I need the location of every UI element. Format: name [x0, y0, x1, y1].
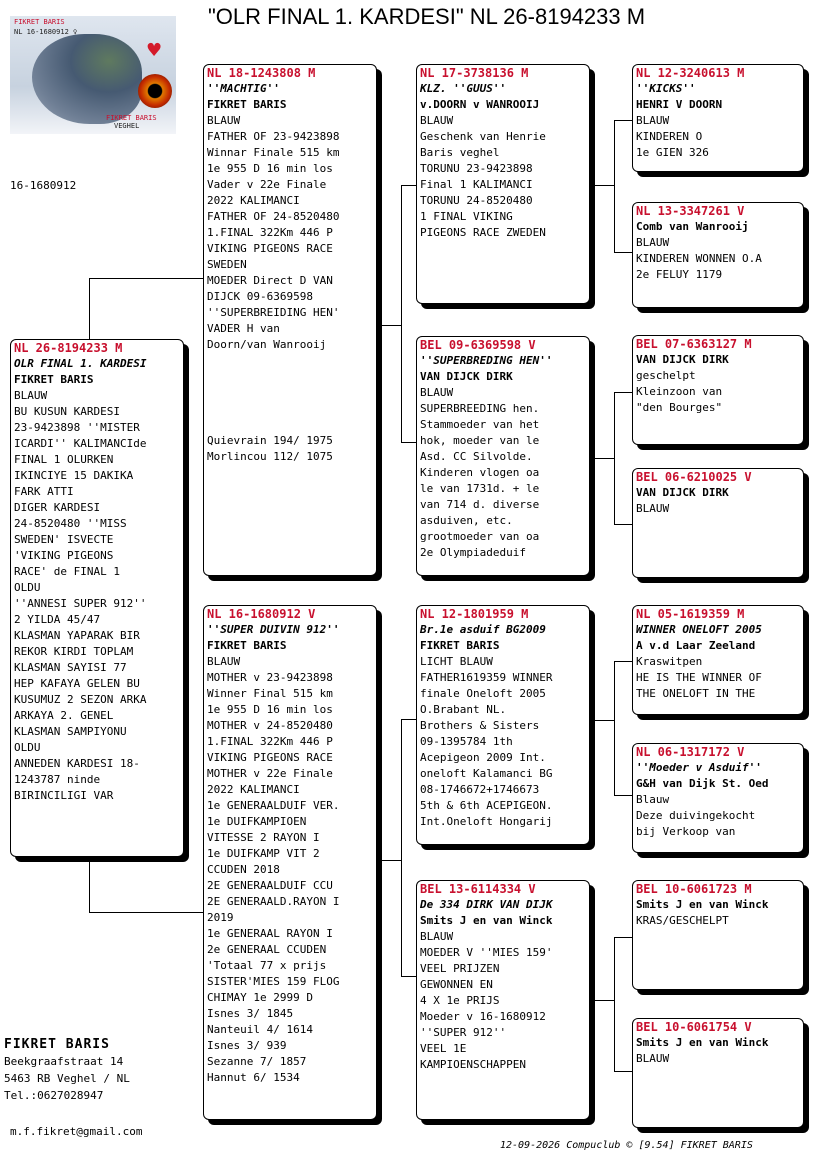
- pedigree-line: KLASMAN SAMPIYONU: [14, 725, 127, 738]
- ring-number: NL 13-3347261 V: [636, 204, 745, 218]
- pedigree-line: HE IS THE WINNER OF: [636, 671, 762, 684]
- breeder-name: A v.d Laar Zeeland: [636, 639, 756, 652]
- pigeon-name: ''MACHTIG'': [207, 82, 280, 95]
- pigeon-card-fmm: [632, 468, 804, 578]
- breeder-name: VAN DIJCK DIRK: [636, 486, 729, 499]
- pedigree-line: ICARDI'' KALIMANCIde: [14, 437, 147, 450]
- pedigree-line: Isnes 3/ 939: [207, 1039, 287, 1052]
- connector: [593, 720, 615, 721]
- ring-number: BEL 06-6210025 V: [636, 470, 752, 484]
- pedigree-line: THE ONELOFT IN THE: [636, 687, 756, 700]
- ring-number: BEL 13-6114334 V: [420, 882, 536, 896]
- pedigree-line: BLAUW: [636, 236, 670, 249]
- connector: [614, 120, 615, 252]
- pedigree-line: IKINCIYE 15 DAKIKA: [14, 469, 134, 482]
- pedigree-line: 5th & 6th ACEPIGEON.: [420, 799, 553, 812]
- pedigree-line: Geschenk van Henrie: [420, 130, 546, 143]
- logo-owner-bottom: FIKRET BARIS: [106, 114, 157, 122]
- pigeon-eye-image: [138, 74, 172, 108]
- pigeon-card-fmf: [632, 335, 804, 445]
- pedigree-line: SWEDEN: [207, 258, 247, 271]
- pigeon-name: ''Moeder v Asduif'': [636, 761, 762, 774]
- pedigree-line: VIKING PIGEONS RACE: [207, 242, 333, 255]
- pedigree-line: asduiven, etc.: [420, 514, 513, 527]
- pedigree-line: Doorn/van Wanrooij: [207, 338, 327, 351]
- breeder-name: Smits J en van Winck: [636, 1036, 769, 1049]
- pedigree-line: SUPERBREEDING hen.: [420, 402, 540, 415]
- pedigree-line: 2e GENERAAL CCUDEN: [207, 943, 327, 956]
- pedigree-line: ''SUPERBREIDING HEN': [207, 306, 340, 319]
- pedigree-line: van 714 d. diverse: [420, 498, 540, 511]
- pedigree-line: DIJCK 09-6369598: [207, 290, 313, 303]
- owner-block: [4, 1036, 130, 1104]
- pedigree-line: CHIMAY 1e 2999 D: [207, 991, 313, 1004]
- ring-number: NL 16-1680912 V: [207, 607, 316, 621]
- pedigree-line: Acepigeon 2009 Int.: [420, 751, 546, 764]
- pedigree-line: Int.Oneloft Hongarij: [420, 815, 553, 828]
- pedigree-line: 1e DUIFKAMPIOEN: [207, 815, 307, 828]
- pedigree-line: TORUNU 23-9423898: [420, 162, 533, 175]
- pigeon-image: [32, 34, 142, 124]
- pedigree-line: Vader v 22e Finale: [207, 178, 327, 191]
- pigeon-name: ''SUPER DUIVIN 912'': [207, 623, 340, 636]
- pedigree-line: Kinderen vlogen oa: [420, 466, 540, 479]
- pedigree-line: BU KUSUN KARDESI: [14, 405, 120, 418]
- connector: [614, 392, 632, 393]
- pedigree-line: VITESSE 2 RAYON I: [207, 831, 320, 844]
- breeder-name: FIKRET BARIS: [14, 373, 94, 386]
- connector: [593, 1000, 615, 1001]
- connector: [614, 252, 632, 253]
- pedigree-line: [207, 353, 376, 369]
- pedigree-line: "den Bourges": [636, 401, 723, 414]
- pedigree-line: Asd. CC Silvolde.: [420, 450, 533, 463]
- pigeon-card-mff: [632, 605, 804, 715]
- logo-owner: FIKRET BARIS: [14, 18, 65, 26]
- pedigree-line: OLDU: [14, 741, 41, 754]
- connector: [614, 937, 632, 938]
- pedigree-line: Kleinzoon van: [636, 385, 723, 398]
- ring-number: NL 26-8194233 M: [14, 341, 123, 355]
- pedigree-line: 4 X 1e PRIJS: [420, 994, 500, 1007]
- pedigree-line: le van 1731d. + le: [420, 482, 540, 495]
- pedigree-line: ANNEDEN KARDESI 18-: [14, 757, 140, 770]
- pedigree-line: 08-1746672+1746673: [420, 783, 540, 796]
- pedigree-line: FATHER1619359 WINNER: [420, 671, 553, 684]
- connector: [401, 719, 402, 976]
- pedigree-line: BLAUW: [636, 502, 670, 515]
- pedigree-line: 1e GIEN 326: [636, 146, 709, 159]
- pedigree-line: BLAUW: [207, 114, 241, 127]
- pedigree-line: Baris veghel: [420, 146, 500, 159]
- connector: [614, 120, 632, 121]
- pedigree-line: VEEL PRIJZEN: [420, 962, 500, 975]
- pedigree-line: VADER H van: [207, 322, 280, 335]
- pedigree-line: Final 1 KALIMANCI: [420, 178, 533, 191]
- pedigree-line: FATHER OF 23-9423898: [207, 130, 340, 143]
- pedigree-line: 2 YILDA 45/47: [14, 613, 101, 626]
- ring-number: NL 17-3738136 M: [420, 66, 529, 80]
- pedigree-line: KLASMAN YAPARAK BIR: [14, 629, 140, 642]
- pedigree-line: BLAUW: [420, 114, 454, 127]
- pigeon-card-mfm: [632, 743, 804, 853]
- pedigree-line: bij Verkoop van: [636, 825, 736, 838]
- pedigree-line: grootmoeder van oa: [420, 530, 540, 543]
- ring-number: NL 18-1243808 M: [207, 66, 316, 80]
- pedigree-line: KUSUMUZ 2 SEZON ARKA: [14, 693, 147, 706]
- pedigree-line: FARK ATTI: [14, 485, 74, 498]
- pigeon-card-ff: [416, 64, 590, 304]
- logo-city: VEGHEL: [114, 122, 140, 130]
- pedigree-line: KINDEREN WONNEN O.A: [636, 252, 762, 265]
- pedigree-line: 2019: [207, 911, 234, 924]
- pedigree-line: SISTER'MIES 159 FLOG: [207, 975, 340, 988]
- pedigree-line: RACE' de FINAL 1: [14, 565, 120, 578]
- pedigree-line: Winner Final 515 km: [207, 687, 333, 700]
- connector: [614, 795, 632, 796]
- pedigree-line: 09-1395784 1th: [420, 735, 513, 748]
- pigeon-card-mmf: [632, 880, 804, 990]
- pedigree-line: 1243787 ninde: [14, 773, 101, 786]
- pigeon-name: De 334 DIRK VAN DIJK: [420, 898, 553, 911]
- pigeon-card-mother: [203, 605, 377, 1120]
- pedigree-line: 1e DUIFKAMP VIT 2: [207, 847, 320, 860]
- ring-number: NL 12-3240613 M: [636, 66, 745, 80]
- pedigree-line: Winnar Finale 515 km: [207, 146, 340, 159]
- pedigree-line: TORUNU 24-8520480: [420, 194, 533, 207]
- pedigree-line: oneloft Kalamanci BG: [420, 767, 553, 780]
- ring-number: NL 06-1317172 V: [636, 745, 745, 759]
- pedigree-line: FATHER OF 24-8520480: [207, 210, 340, 223]
- pedigree-line: 2e Olympiadeduif: [420, 546, 526, 559]
- pigeon-name: WINNER ONELOFT 2005: [636, 623, 762, 636]
- pigeon-card-mmm: [632, 1018, 804, 1128]
- owner-phone: Tel.:0627028947: [4, 1089, 104, 1102]
- pedigree-line: Blauw: [636, 793, 670, 806]
- connector: [401, 185, 417, 186]
- owner-name: FIKRET BARIS: [4, 1037, 110, 1052]
- pedigree-line: 1e GENERAALDUIF VER.: [207, 799, 340, 812]
- pigeon-card-father: [203, 64, 377, 576]
- pedigree-line: ''ANNESI SUPER 912'': [14, 597, 147, 610]
- breeder-name: VAN DIJCK DIRK: [636, 353, 729, 366]
- pedigree-line: REKOR KIRDI TOPLAM: [14, 645, 134, 658]
- pedigree-line: BLAUW: [207, 655, 241, 668]
- logo-ring: NL 16-1680912 ♀: [14, 28, 78, 36]
- breeder-name: Smits J en van Winck: [636, 898, 769, 911]
- ring-number: BEL 07-6363127 M: [636, 337, 752, 351]
- breeder-name: Comb van Wanrooij: [636, 220, 749, 233]
- pedigree-line: KLASMAN SAYISI 77: [14, 661, 127, 674]
- pedigree-line: HEP KAFAYA GELEN BU: [14, 677, 140, 690]
- pedigree-line: [207, 369, 376, 385]
- breeder-name: HENRI V DOORN: [636, 98, 723, 111]
- pedigree-line: Deze duivingekocht: [636, 809, 756, 822]
- ring-number: NL 05-1619359 M: [636, 607, 745, 621]
- pedigree-line: BLAUW: [636, 1052, 670, 1065]
- pedigree-line: ''SUPER 912'': [420, 1026, 507, 1039]
- connector: [380, 860, 402, 861]
- pedigree-line: 1 FINAL VIKING: [420, 210, 513, 223]
- connector: [614, 661, 615, 795]
- connector: [401, 719, 417, 720]
- pedigree-line: 1.FINAL 322Km 446 P: [207, 735, 333, 748]
- pedigree-line: BLAUW: [14, 389, 48, 402]
- side-ring-number: 16-1680912: [10, 179, 77, 192]
- pedigree-line: geschelpt: [636, 369, 696, 382]
- breeder-name: Smits J en van Winck: [420, 914, 553, 927]
- connector: [614, 1071, 632, 1072]
- pedigree-line: 1.FINAL 322Km 446 P: [207, 226, 333, 239]
- pedigree-line: OLDU: [14, 581, 41, 594]
- pedigree-line: DIGER KARDESI: [14, 501, 101, 514]
- pedigree-line: hok, moeder van le: [420, 434, 540, 447]
- pedigree-line: finale Oneloft 2005: [420, 687, 546, 700]
- pedigree-line: Quievrain 194/ 1975: [207, 434, 333, 447]
- pedigree-line: MOTHER v 23-9423898: [207, 671, 333, 684]
- connector: [593, 458, 615, 459]
- owner-address-line2: 5463 RB Veghel / NL: [4, 1072, 130, 1085]
- owner-email: m.f.fikret@gmail.com: [10, 1125, 143, 1138]
- breeder-name: v.DOORN v WANROOIJ: [420, 98, 540, 111]
- pigeon-card-fff: [632, 64, 804, 172]
- pedigree-line: [207, 385, 376, 401]
- connector: [614, 937, 615, 1071]
- pedigree-line: 1e 955 D 16 min los: [207, 162, 333, 175]
- pedigree-line: 24-8520480 ''MISS: [14, 517, 127, 530]
- pigeon-card-subject: [10, 339, 184, 857]
- pedigree-line: [207, 401, 376, 417]
- connector: [614, 524, 632, 525]
- pedigree-line: Kraswitpen: [636, 655, 703, 668]
- pedigree-line: 1e GENERAAL RAYON I: [207, 927, 333, 940]
- pedigree-line: 2E GENERAALDUIF CCU: [207, 879, 333, 892]
- pedigree-line: 2022 KALIMANCI: [207, 194, 300, 207]
- pigeon-name: ''KICKS'': [636, 82, 696, 95]
- pigeon-photo: [10, 16, 176, 134]
- pedigree-line: 2022 KALIMANCI: [207, 783, 300, 796]
- pedigree-line: Moeder v 16-1680912: [420, 1010, 546, 1023]
- pigeon-card-ffm: [632, 202, 804, 308]
- pedigree-line: ARKAYA 2. GENEL: [14, 709, 114, 722]
- pigeon-name: KLZ. ''GUUS'': [420, 82, 507, 95]
- pedigree-line: Nanteuil 4/ 1614: [207, 1023, 313, 1036]
- pedigree-line: 2E GENERAALD.RAYON I: [207, 895, 340, 908]
- pedigree-line: GEWONNEN EN: [420, 978, 493, 991]
- pedigree-line: MOTHER v 24-8520480: [207, 719, 333, 732]
- pedigree-line: VIKING PIGEONS RACE: [207, 751, 333, 764]
- pedigree-line: BLAUW: [420, 930, 454, 943]
- pedigree-line: 'Totaal 77 x prijs: [207, 959, 327, 972]
- pedigree-line: MOEDER Direct D VAN: [207, 274, 333, 287]
- pedigree-line: O.Brabant NL.: [420, 703, 507, 716]
- connector: [89, 278, 204, 279]
- pedigree-line: 1e 955 D 16 min los: [207, 703, 333, 716]
- pedigree-line: MOTHER v 22e Finale: [207, 767, 333, 780]
- ring-number: BEL 10-6061754 V: [636, 1020, 752, 1034]
- pigeon-card-fm: [416, 336, 590, 576]
- breeder-name: G&H van Dijk St. Oed: [636, 777, 769, 790]
- breeder-name: FIKRET BARIS: [207, 639, 287, 652]
- connector: [401, 442, 417, 443]
- pedigree-line: CCUDEN 2018: [207, 863, 280, 876]
- pedigree-line: Brothers & Sisters: [420, 719, 540, 732]
- pigeon-card-mf: [416, 605, 590, 845]
- ring-number: NL 12-1801959 M: [420, 607, 529, 621]
- page-title: "OLR FINAL 1. KARDESI" NL 26-8194233 M: [208, 4, 646, 29]
- connector: [401, 976, 417, 977]
- ring-number: BEL 09-6369598 V: [420, 338, 536, 352]
- pedigree-line: KINDEREN O: [636, 130, 703, 143]
- breeder-name: FIKRET BARIS: [420, 639, 500, 652]
- connector: [593, 185, 615, 186]
- pedigree-line: BIRINCILIGI VAR: [14, 789, 114, 802]
- pigeon-card-mm: [416, 880, 590, 1120]
- connector: [614, 392, 615, 524]
- connector: [401, 185, 402, 442]
- pedigree-line: 'VIKING PIGEONS: [14, 549, 114, 562]
- heart-icon: ♥: [146, 40, 163, 61]
- pedigree-line: PIGEONS RACE ZWEDEN: [420, 226, 546, 239]
- connector: [614, 661, 632, 662]
- connector: [89, 857, 90, 913]
- connector: [380, 325, 402, 326]
- pedigree-line: 2e FELUY 1179: [636, 268, 723, 281]
- pedigree-line: Morlincou 112/ 1075: [207, 450, 333, 463]
- footer-credit: 12-09-2026 Compuclub © [9.54] FIKRET BARIS: [500, 1140, 753, 1151]
- breeder-name: FIKRET BARIS: [207, 98, 287, 111]
- pigeon-name: Br.1e asduif BG2009: [420, 623, 546, 636]
- owner-address-line1: Beekgraafstraat 14: [4, 1055, 124, 1068]
- pedigree-line: Sezanne 7/ 1857: [207, 1055, 307, 1068]
- pedigree-line: [207, 417, 376, 433]
- pigeon-name: OLR FINAL 1. KARDESI: [14, 357, 147, 370]
- pedigree-line: Stammoeder van het: [420, 418, 540, 431]
- pedigree-line: VEEL 1E: [420, 1042, 467, 1055]
- pedigree-line: MOEDER V ''MIES 159': [420, 946, 553, 959]
- pedigree-line: 23-9423898 ''MISTER: [14, 421, 140, 434]
- pedigree-line: SWEDEN' ISVECTE: [14, 533, 114, 546]
- ring-number: BEL 10-6061723 M: [636, 882, 752, 896]
- pedigree-line: KRAS/GESCHELPT: [636, 914, 729, 927]
- pedigree-line: BLAUW: [636, 114, 670, 127]
- pedigree-line: LICHT BLAUW: [420, 655, 493, 668]
- pedigree-line: KAMPIOENSCHAPPEN: [420, 1058, 526, 1071]
- pedigree-line: Hannut 6/ 1534: [207, 1071, 300, 1084]
- connector: [89, 912, 204, 913]
- pedigree-line: FINAL 1 OLURKEN: [14, 453, 114, 466]
- pedigree-line: BLAUW: [420, 386, 454, 399]
- breeder-name: VAN DIJCK DIRK: [420, 370, 513, 383]
- pedigree-line: Isnes 3/ 1845: [207, 1007, 294, 1020]
- connector: [89, 278, 90, 340]
- pigeon-name: ''SUPERBREDING HEN'': [420, 354, 553, 367]
